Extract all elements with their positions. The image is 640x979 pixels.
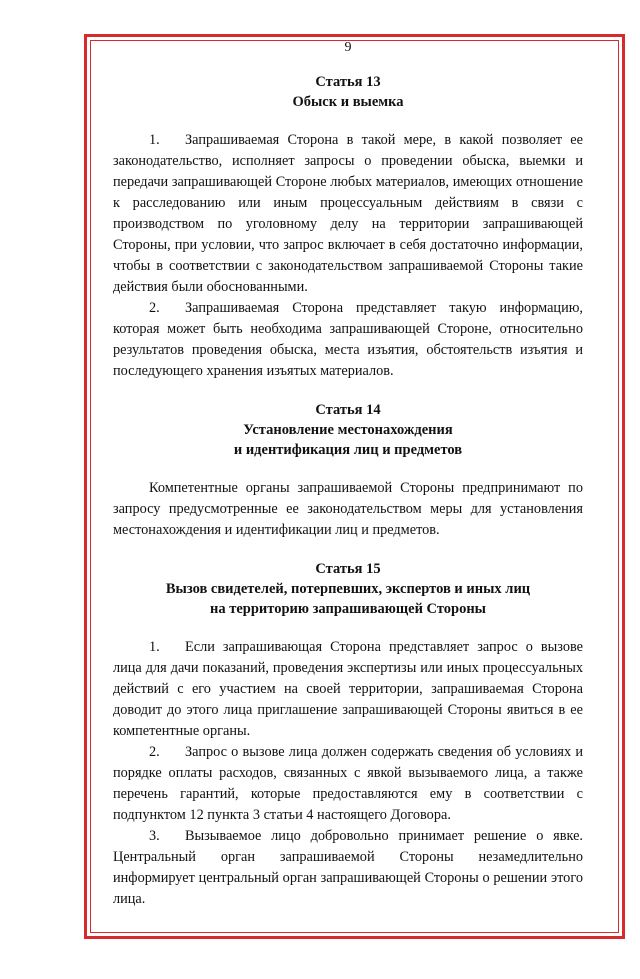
page-content [113,41,583,910]
article-paragraph [113,826,583,910]
paragraph-number: 2. [149,744,160,760]
article-subtitle: Установление местонахождения [243,422,453,438]
paragraph-number: 3. [149,828,160,844]
page-number: 9 [344,40,352,55]
article-paragraph [113,742,583,826]
article-subtitle: Обыск и выемка [292,94,404,110]
paragraph-text: Компетентные органы запрашиваемой Стороны предпринимают по запросу предусмотренные ее законодательством меры для установления местонахождения и идентификации лиц и предметов. [113,480,583,538]
article-paragraph [113,298,583,382]
paragraph-text: Запрашиваемая Сторона в такой мере, в какой позволяет ее законодательство, исполняет запросы о проведении обыска, выемки и передачи запрашивающей Стороне любых материалов, имеющих отношение к расследованию или иным процессуальным действиям в связи с производством по уголовному делу на территории запрашивающей Стороны, при условии, что запрос включает в себя достаточно информации, чтобы в соответствии с законодательством запрашиваемой Стороны такие действия были обоснованными. [113,132,583,295]
article-paragraph [113,130,583,298]
article-14 [113,400,583,541]
article-subtitle: и идентификация лиц и предметов [233,442,463,458]
paragraph-text: Запрос о вызове лица должен содержать сведения об условиях и порядке оплаты расходов, связанных с явкой вызываемого лица, а также перечень гарантий, которые предоставляются ему в соответствии с подпунктом 12 пункта 3 статьи 4 настоящего Договора. [113,744,583,823]
paragraph-text: Если запрашивающая Сторона представляет запрос о вызове лица для дачи показаний, проведения экспертизы или иных процессуальных действий с его участием на своей территории, запрашиваемая Сторона доводит до этого лица приглашение запрашивающей Стороны явиться в ее компетентные органы. [113,639,583,739]
article-15 [113,559,583,910]
paragraph-text: Вызываемое лицо добровольно принимает решение о явке. Центральный орган запрашиваемой Стороны незамедлительно информирует центральный орган запрашивающей Стороны о решении этого лица. [113,828,583,907]
paragraph-text: Запрашиваемая Сторона представляет такую информацию, которая может быть необходима запрашивающей Стороне, относительно результатов проведения обыска, места изъятия, обстоятельств изъятия и последующего хранения изъятых материалов. [113,300,583,379]
article-subtitle: на территорию запрашивающей Стороны [210,601,486,617]
article-paragraph [113,478,583,541]
article-title: Статья 13 [315,74,381,90]
article-paragraph [113,637,583,742]
article-subtitle: Вызов свидетелей, потерпевших, экспертов и иных лиц [165,581,531,597]
paragraph-number: 2. [149,300,160,316]
paragraph-number: 1. [149,132,160,148]
article-13 [113,72,583,382]
article-title: Статья 14 [315,402,381,418]
article-title: Статья 15 [315,561,381,577]
paragraph-number: 1. [149,639,160,655]
